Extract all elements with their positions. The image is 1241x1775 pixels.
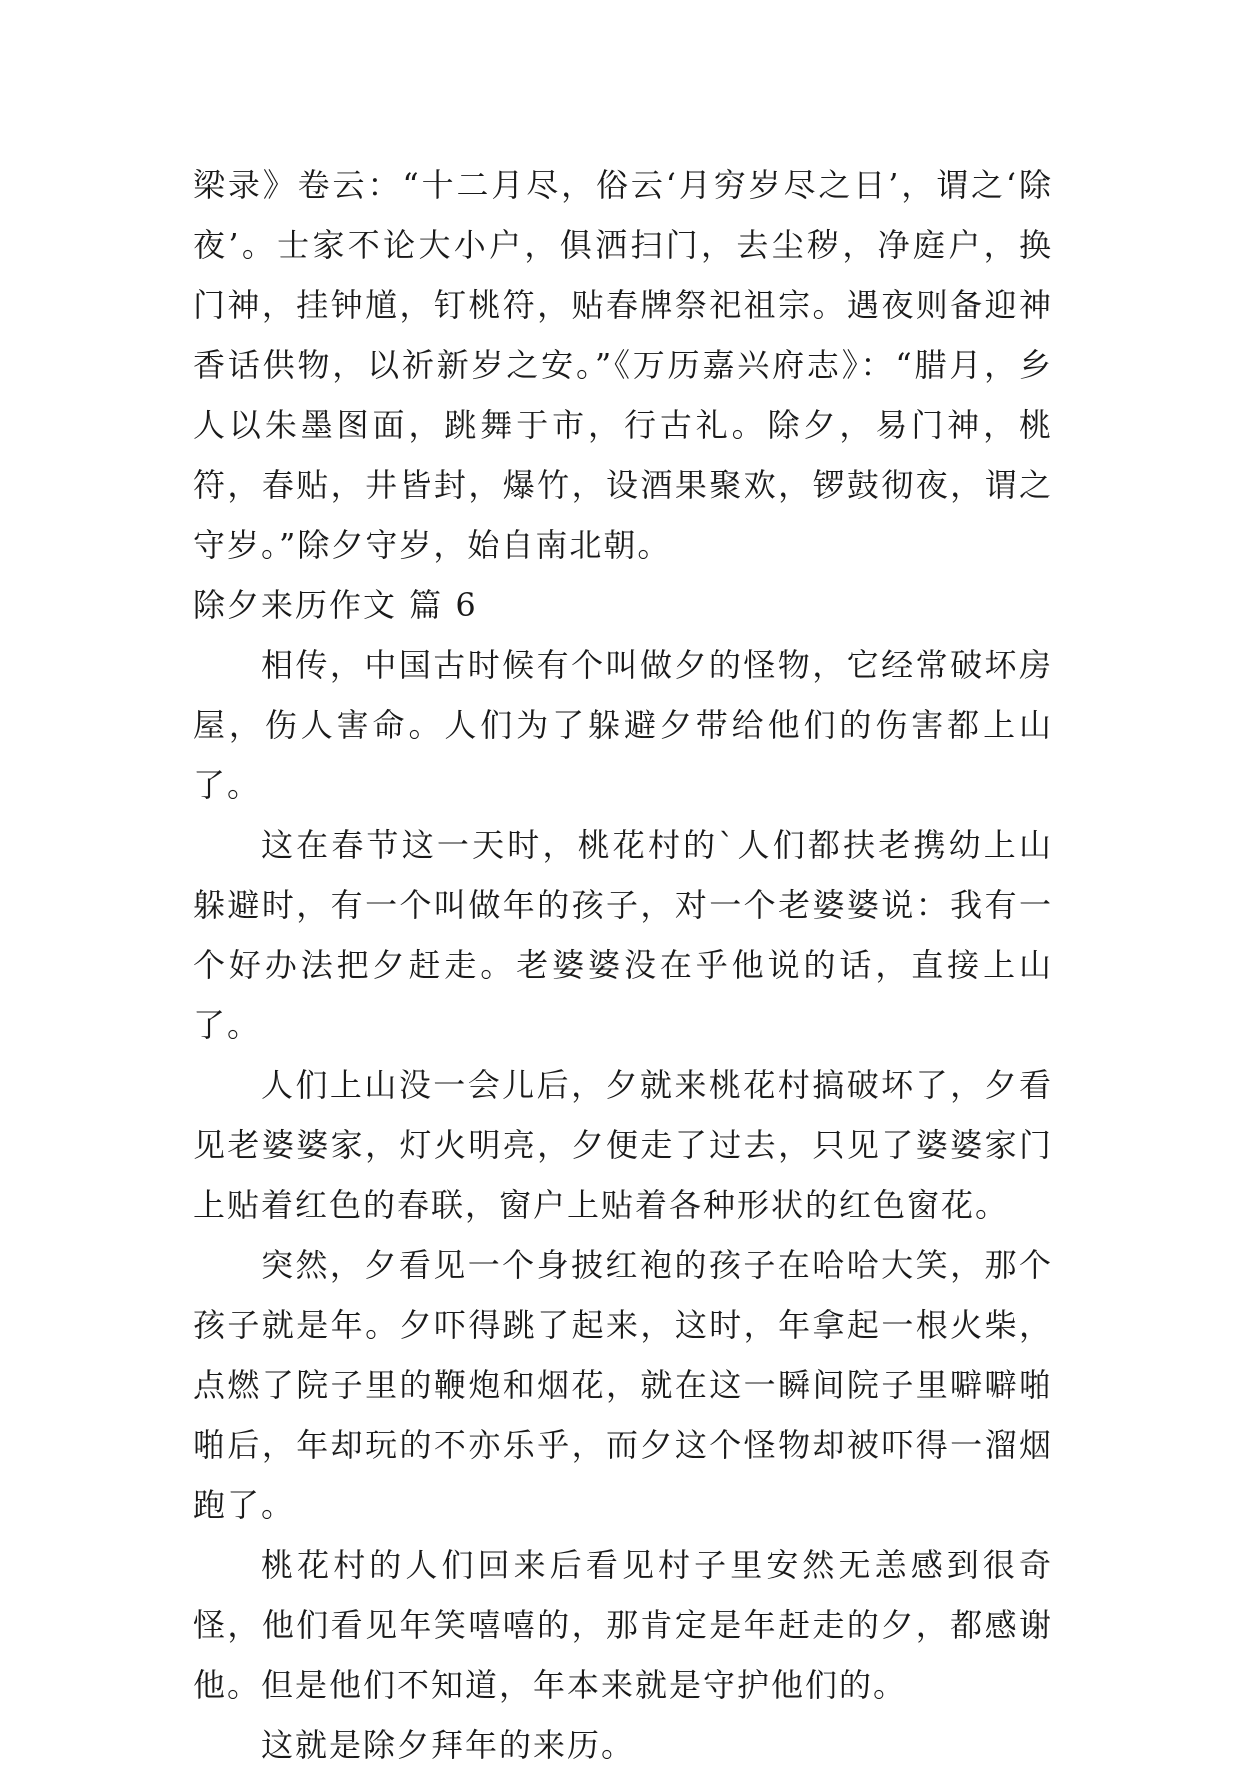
continuation-paragraph: 梁录》卷云：“十二月尽，俗云‘月穷岁尽之日’，谓之‘除夜’。士家不论大小户，俱洒扫门，去尘秽，净庭户，换门神，挂钟馗，钉桃符，贴春牌祭祀祖宗。遇夜则备迎神香话供物，以祈新岁之安。”《万历嘉兴府志》：“腊月，乡人以朱墨图面，跳舞于市，行古礼。除夕，易门神，桃符，春贴，井皆封，爆竹，设酒果聚欢，锣鼓彻夜，谓之守岁。”除夕守岁，始自南北朝。 <box>193 166 1053 564</box>
body-paragraph: 相传，中国古时候有个叫做夕的怪物，它经常破坏房屋，伤人害命。人们为了躲避夕带给他们的伤害都上山了。 <box>193 646 1053 804</box>
body-paragraph: 桃花村的人们回来后看见村子里安然无恙感到很奇怪，他们看见年笑嘻嘻的，那肯定是年赶走的夕，都感谢他。但是他们不知道，年本来就是守护他们的。 <box>193 1546 1053 1704</box>
body-paragraph: 人们上山没一会儿后，夕就来桃花村搞破坏了，夕看见老婆婆家，灯火明亮，夕便走了过去，只见了婆婆家门上贴着红色的春联，窗户上贴着各种形状的红色窗花。 <box>193 1066 1053 1224</box>
body-paragraph: 突然，夕看见一个身披红袍的孩子在哈哈大笑，那个孩子就是年。夕吓得跳了起来，这时，年拿起一根火柴，点燃了院子里的鞭炮和烟花，就在这一瞬间院子里噼噼啪啪后，年却玩的不亦乐乎，而夕这个怪物却被吓得一溜烟跑了。 <box>193 1246 1053 1524</box>
body-paragraph: 这就是除夕拜年的来历。 <box>261 1726 636 1764</box>
section-heading: 除夕来历作文 篇 6 <box>193 586 478 624</box>
document-body <box>193 155 1053 1775</box>
body-paragraph: 这在春节这一天时，桃花村的`人们都扶老携幼上山躲避时，有一个叫做年的孩子，对一个老婆婆说：我有一个好办法把夕赶走。老婆婆没在乎他说的话，直接上山了。 <box>193 826 1053 1044</box>
